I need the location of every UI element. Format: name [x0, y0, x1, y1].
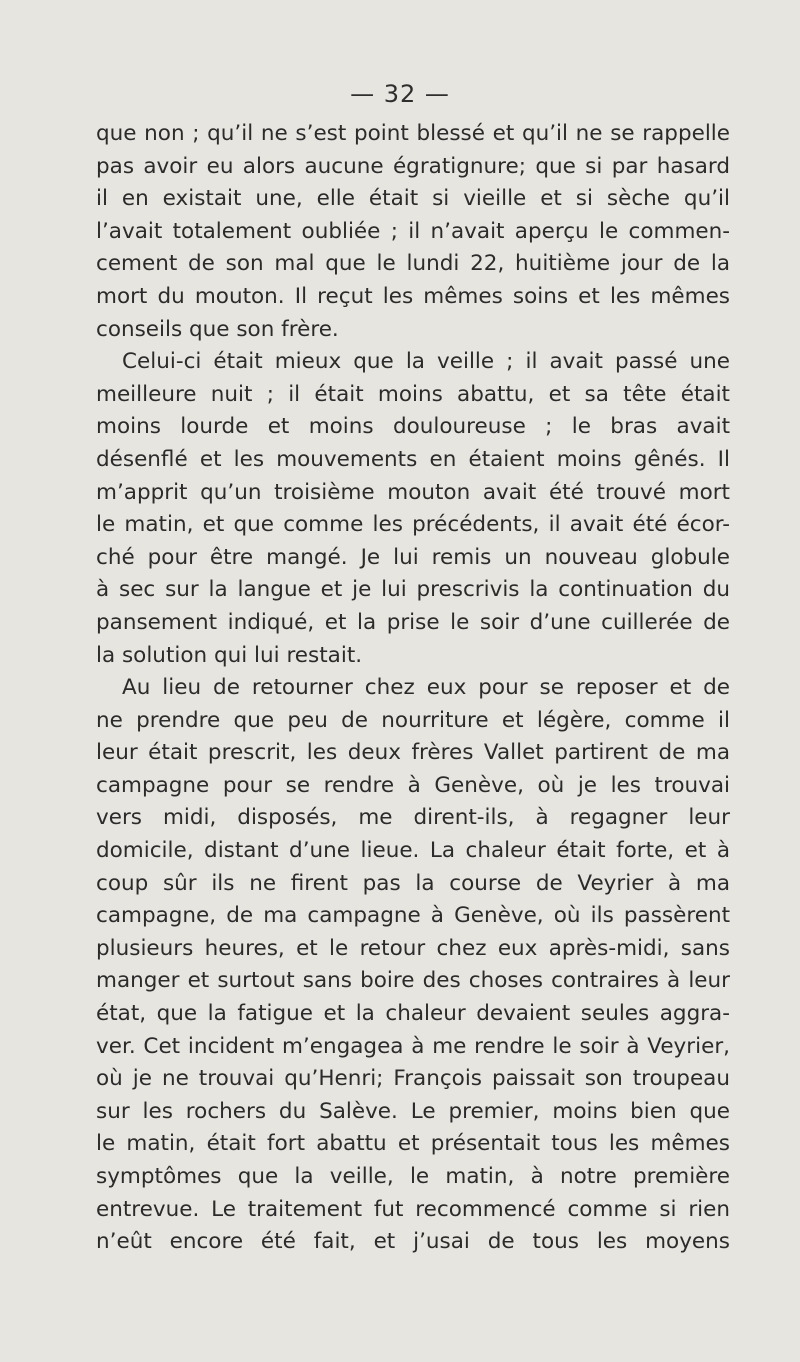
text-line: manger et surtout sans boire des choses contraires à leur: [96, 968, 730, 994]
text-line: Au lieu de retourner chez eux pour se reposer et de: [122, 675, 730, 701]
text-line: pansement indiqué, et la prise le soir d’une cuillerée de: [96, 609, 730, 635]
text-line: campagne, de ma campagne à Genève, où ils passèrent: [96, 903, 730, 929]
text-line: coup sûr ils ne firent pas la course de Veyrier à ma: [96, 870, 730, 896]
text-line: domicile, distant d’une lieue. La chaleur était forte, et à: [96, 838, 730, 864]
text-line: état, que la fatigue et la chaleur devaient seules aggra-: [96, 1001, 730, 1027]
body-text: [96, 118, 730, 1259]
text-line: conseils que son frère.: [96, 316, 339, 342]
text-line: sur les rochers du Salève. Le premier, moins bien que: [96, 1098, 730, 1124]
text-line: que non ; qu’il ne s’est point blessé et qu’il ne se rappelle: [96, 121, 730, 146]
text-line: ver. Cet incident m’engagea à me rendre le soir à Veyrier,: [96, 1033, 730, 1059]
text-line: plusieurs heures, et le retour chez eux après-midi, sans: [96, 935, 730, 961]
text-line: vers midi, disposés, me dirent-ils, à regagner leur: [96, 805, 730, 831]
text-line: ne prendre que peu de nourriture et légère, comme il: [96, 707, 730, 733]
text-line: où je ne trouvai qu’Henri; François paissait son troupeau: [96, 1066, 730, 1092]
text-line: entrevue. Le traitement fut recommencé comme si rien: [96, 1196, 730, 1222]
text-line: le matin, était fort abattu et présentait tous les mêmes: [96, 1131, 730, 1157]
text-line: n’eût encore été fait, et j’usai de tous les moyens: [96, 1229, 730, 1255]
text-line: la solution qui lui restait.: [96, 642, 363, 668]
text-line: ché pour être mangé. Je lui remis un nouveau globule: [96, 544, 730, 570]
text-line: désenflé et les mouvements en étaient moins gênés. Il: [96, 446, 730, 472]
text-line: campagne pour se rendre à Genève, où je les trouvai: [96, 772, 730, 798]
text-line: cement de son mal que le lundi 22, huitième jour de la: [96, 251, 730, 277]
text-line: moins lourde et moins douloureuse ; le bras avait: [96, 414, 730, 440]
text-line: pas avoir eu alors aucune égratignure; que si par hasard: [96, 153, 730, 179]
page-number: — 32 —: [350, 80, 450, 108]
text-line: mort du mouton. Il reçut les mêmes soins et les mêmes: [96, 283, 730, 309]
text-line: le matin, et que comme les précédents, il avait été écor-: [96, 512, 730, 538]
text-line: meilleure nuit ; il était moins abattu, et sa tête était: [96, 381, 730, 407]
text-line: symptômes que la veille, le matin, à notre première: [96, 1164, 730, 1189]
text-line: l’avait totalement oubliée ; il n’avait aperçu le commen-: [96, 218, 730, 244]
text-line: Celui-ci était mieux que la veille ; il avait passé une: [122, 349, 730, 375]
text-line: leur était prescrit, les deux frères Vallet partirent de ma: [96, 740, 730, 766]
text-line: il en existait une, elle était si vieille et si sèche qu’il: [96, 186, 730, 212]
text-line: à sec sur la langue et je lui prescrivis la continuation du: [96, 577, 730, 603]
text-line: m’apprit qu’un troisième mouton avait été trouvé mort: [96, 479, 730, 505]
